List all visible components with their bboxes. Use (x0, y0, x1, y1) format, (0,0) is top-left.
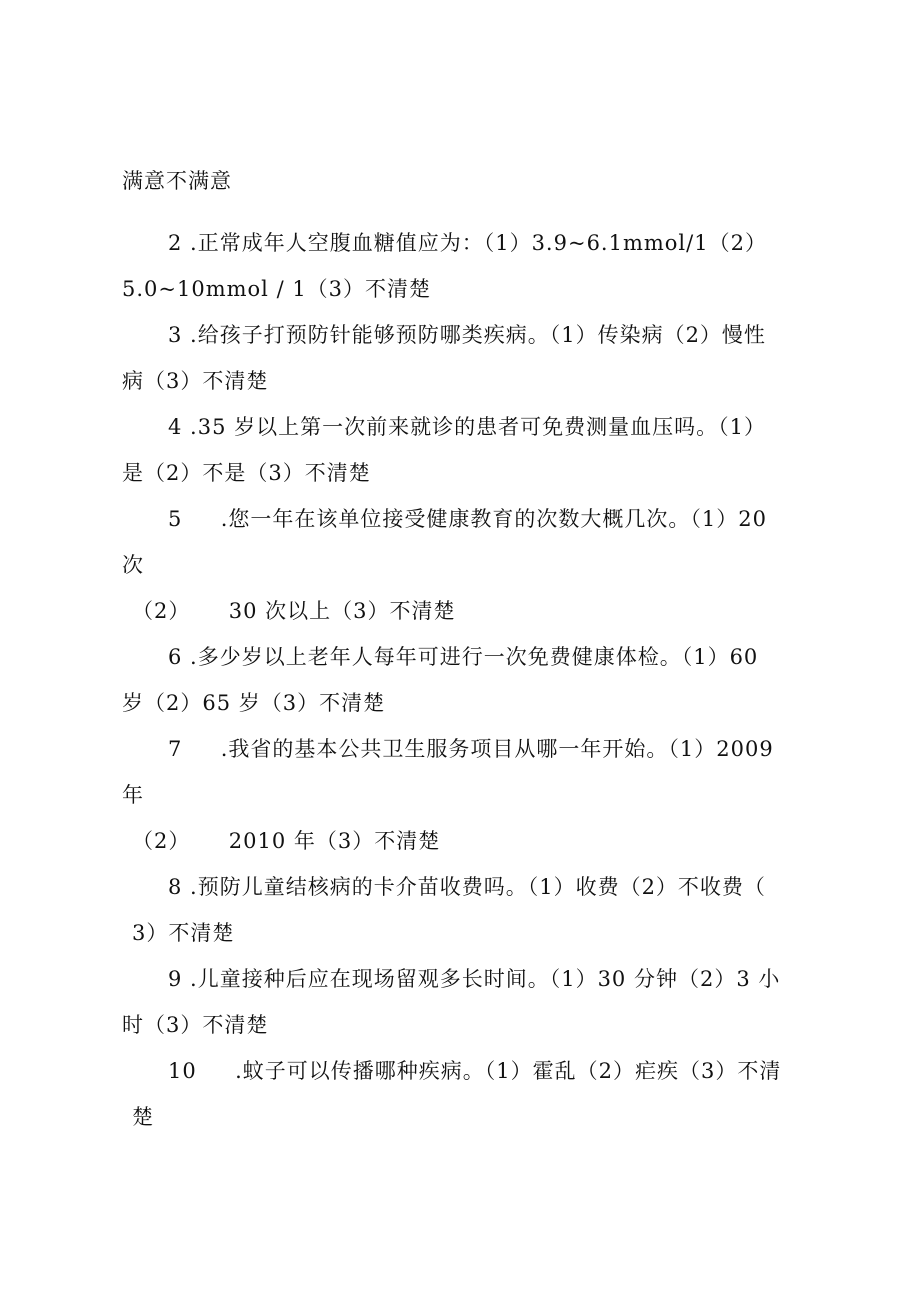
question-9-line-1: 9 .儿童接种后应在现场留观多长时间。（1）30 分钟（2）3 小 (168, 967, 781, 991)
question-5-line-3: （2） 30 次以上（3）不清楚 (132, 599, 456, 623)
question-6-line-2: 岁（2）65 岁（3）不清楚 (122, 691, 386, 715)
question-5-line-1: 5 .您一年在该单位接受健康教育的次数大概几次。（1）20 (168, 507, 767, 531)
question-4-line-2: 是（2）不是（3）不清楚 (122, 461, 371, 485)
question-8-line-2: 3）不清楚 (132, 921, 235, 945)
question-7-line-2: 年 (122, 783, 144, 807)
question-5-line-2: 次 (122, 553, 144, 577)
question-6-line-1: 6 .多少岁以上老年人每年可进行一次免费健康体检。（1）60 (168, 645, 759, 669)
question-8-line-1: 8 .预防儿童结核病的卡介苗收费吗。（1）收费（2）不收费（ (168, 875, 766, 899)
satisfaction-options: 满意不满意 (122, 169, 232, 193)
question-7-line-3: （2） 2010 年（3）不清楚 (132, 829, 441, 853)
question-9-line-2: 时（3）不清楚 (122, 1013, 269, 1037)
question-2-line-2: 5.0~10mmol / 1（3）不清楚 (122, 277, 432, 301)
question-10-line-2: 楚 (132, 1105, 154, 1129)
question-3-line-2: 病（3）不清楚 (122, 369, 269, 393)
question-10-line-1: 10 .蚊子可以传播哪种疾病。（1）霍乱（2）疟疾（3）不清 (168, 1059, 782, 1083)
question-4-line-1: 4 .35 岁以上第一次前来就诊的患者可免费测量血压吗。（1） (168, 415, 766, 439)
question-7-line-1: 7 .我省的基本公共卫生服务项目从哪一年开始。（1）2009 (168, 737, 774, 761)
question-2-line-1: 2 .正常成年人空腹血糖值应为：（1）3.9~6.1mmol/1（2） (168, 231, 767, 255)
question-3-line-1: 3 .给孩子打预防针能够预防哪类疾病。（1）传染病（2）慢性 (168, 323, 766, 347)
